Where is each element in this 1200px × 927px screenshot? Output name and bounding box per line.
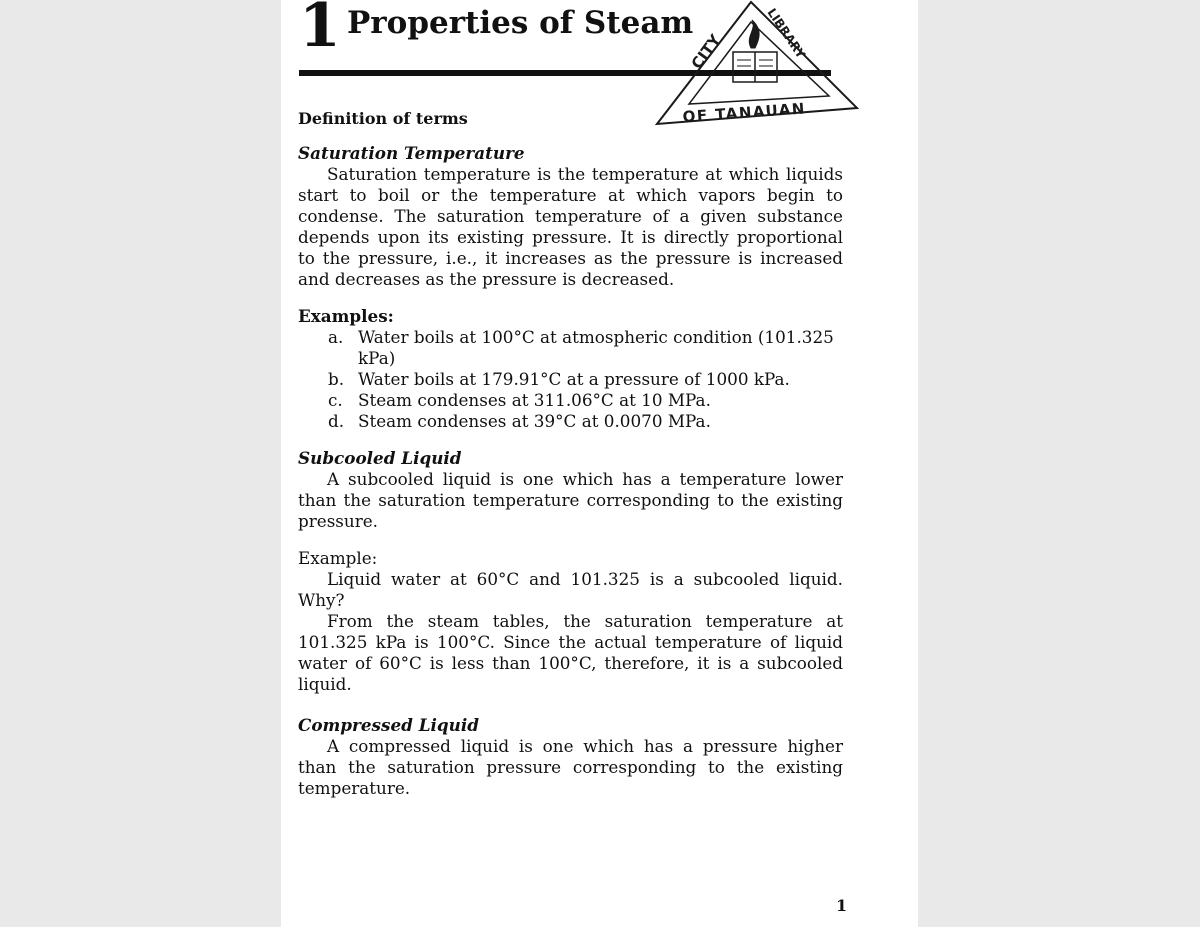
- paragraph-compressed-liquid: A compressed liquid is one which has a pressure higher than the saturation pressure corresponding to the existing temperature.: [298, 736, 843, 798]
- list-item-letter: c.: [328, 390, 343, 410]
- page-body: [298, 108, 843, 799]
- list-item-letter: a.: [328, 327, 344, 347]
- stamp-text-city: CITY: [687, 31, 725, 73]
- paragraph-subcooled-example: Liquid water at 60°C and 101.325 is a subcooled liquid. Why?: [298, 569, 843, 610]
- heading-saturation-temperature: Saturation Temperature: [298, 143, 525, 163]
- examples-list: [298, 327, 843, 432]
- list-item: [328, 390, 843, 411]
- examples-label: Examples:: [298, 306, 394, 326]
- paragraph-subcooled-liquid: A subcooled liquid is one which has a temperature lower than the saturation temperature corresponding to the existing pressure.: [298, 469, 843, 531]
- example-label: Example:: [298, 548, 378, 568]
- list-item-text: Water boils at 179.91°C at a pressure of 1000 kPa.: [358, 369, 790, 389]
- chapter-number: 1: [299, 0, 341, 61]
- heading-subcooled-liquid: Subcooled Liquid: [298, 448, 462, 468]
- list-item: [328, 411, 843, 432]
- stamp-torch-icon: [749, 20, 759, 48]
- list-item-letter: b.: [328, 369, 345, 389]
- list-item: [328, 369, 843, 390]
- heading-compressed-liquid: Compressed Liquid: [298, 715, 479, 735]
- paragraph-subcooled-explanation: From the steam tables, the saturation temperature at 101.325 kPa is 100°C. Since the actual temperature of liquid water of 60°C is less than 100°C, therefore, it is a subcooled liquid.: [298, 611, 843, 694]
- chapter-title: Properties of Steam: [347, 5, 694, 41]
- stamp-text-bottom: OF TANAUAN: [682, 99, 807, 126]
- definitions-heading: Definition of terms: [298, 109, 468, 128]
- page-number: 1: [836, 896, 848, 915]
- list-item-text: Water boils at 100°C at atmospheric condition (101.325 kPa): [358, 327, 834, 368]
- book-page: [281, 0, 918, 927]
- list-item-text: Steam condenses at 39°C at 0.0070 MPa.: [358, 411, 711, 431]
- paragraph-saturation-temperature: Saturation temperature is the temperature at which liquids start to boil or the temperature at which vapors begin to condense. The saturation temperature of a given substance depends upon its existing pressure. It is directly proportional to the pressure, i.e., it increases as the pressure is increased and decreases as the pressure is decreased.: [298, 164, 843, 289]
- stamp-text-library: LIBRARY: [764, 5, 809, 61]
- list-item-text: Steam condenses at 311.06°C at 10 MPa.: [358, 390, 711, 410]
- list-item: [328, 327, 843, 369]
- list-item-letter: d.: [328, 411, 345, 431]
